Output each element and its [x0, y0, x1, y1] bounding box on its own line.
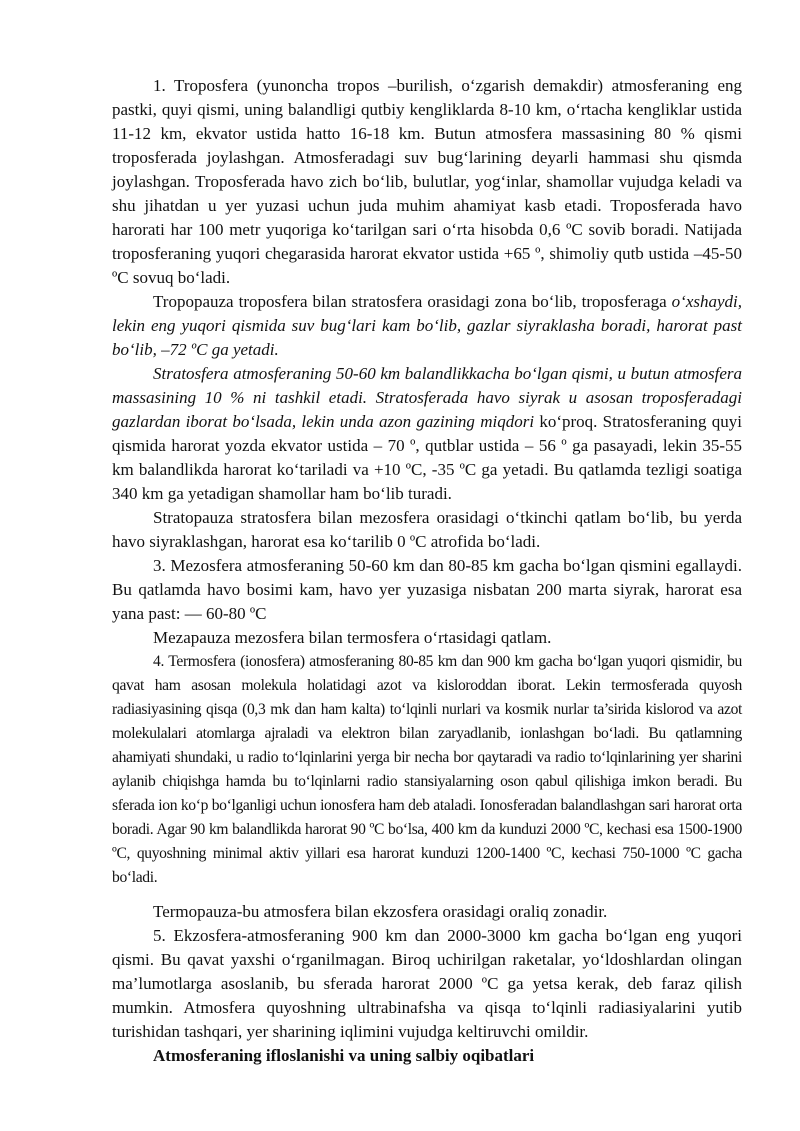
stratosphere-italic-text: Stratosfera atmosferaning 50-60 km balandlikkacha bo‘lgan qismi, u butun atmosfera massasining 10 % ni tashkil etadi. Stratosferada havo siyrak u asosan troposferadagi gazlardan iborat bo‘lsada, lekin unda azon gazining miqdori — [112, 364, 742, 431]
paragraph-mesopause: Mezapauza mezosfera bilan termosfera o‘rtasidagi qatlam. — [153, 628, 552, 647]
paragraph-tropopause — [112, 290, 742, 362]
paragraph-exosphere: 5. Ekzosfera-atmosferaning 900 km dan 2000-3000 km gacha bo‘lgan eng yuqori qismi. Bu qavat yaxshi o‘rganilmagan. Biroq uchirilgan raketalar, yo‘ldoshlardan olingan ma’lumotlarga asoslanib, bu sferada harorat 2000 ºC ga yetsa kerak, deb faraz qilish mumkin. Atmosfera quyoshning ultrabinafsha va qisqa to‘lqinli radiasiyalarini yutib turishidan tashqari, yer sharining iqlimini vujudga keltiruvchi omildir. — [112, 926, 742, 1041]
paragraph-stratosphere — [112, 362, 742, 506]
paragraph-mesosphere: 3. Mezosfera atmosferaning 50-60 km dan 80-85 km gacha bo‘lgan qismini egallaydi. Bu qatlamda havo bosimi kam, havo yer yuzasiga nisbatan 200 marta siyrak, harorat esa yana past: — 60-80 ºC — [112, 556, 742, 623]
section-heading: Atmosferaning ifloslanishi va uning salbiy oqibatlari — [153, 1046, 535, 1065]
paragraph-thermopause: Termopauza-bu atmosfera bilan ekzosfera orasidagi oraliq zonadir. — [153, 902, 608, 921]
tropopause-text: Tropopauza troposfera bilan stratosfera orasidagi zona bo‘lib, troposferaga — [153, 292, 672, 311]
paragraph-troposphere: 1. Troposfera (yunoncha tropos –burilish, o‘zgarish demakdir) atmosferaning eng pastki, quyi qismi, uning balandligi qutbiy kengliklarda 8-10 km, o‘rtacha kengliklar ustida 11-12 km, ekvator ustida hatto 16-18 km. Butun atmosfera massasining 80 % qismi troposferada joylashgan. Atmosferadagi suv bug‘larining deyarli hammasi shu qismda joylashgan. Troposferada havo zich bo‘lib, bulutlar, yog‘inlar, shamollar vujudga keladi va shu jihatdan u yer yuzasi uchun juda muhim ahamiyat kasb etadi. Troposferada havo harorati har 100 metr yuqoriga ko‘tarilgan sari o‘rta hisobda 0,6 ºC sovib boradi. Natijada troposferaning yuqori chegarasida harorat ekvator ustida +65 º, shimoliy qutb ustida –45-50 ºC sovuq bo‘ladi. — [112, 76, 742, 287]
paragraph-stratopause: Stratopauza stratosfera bilan mezosfera orasidagi o‘tkinchi qatlam bo‘lib, bu yerda havo siyraklashgan, harorat esa ko‘tarilib 0 ºC atrofida bo‘ladi. — [112, 508, 742, 551]
paragraph-thermosphere: 4. Termosfera (ionosfera) atmosferaning 80-85 km dan 900 km gacha bo‘lgan yuqori qismidir, bu qavat ham asosan molekula holatidagi azot va kisloroddan iborat. Lekin termosferada quyosh radiasiyasining qisqa (0,3 mk dan ham kalta) to‘lqinli nurlari va kosmik nurlar ta’sirida kislorod va azot molekulalari atomlarga ajraladi va elektron bilan zaryadlanib, ionlashgan bo‘ladi. Bu qatlamning ahamiyati shundaki, u radio to‘lqinlarini yerga bir necha bor qaytaradi va radio to‘lqinlarining yer sharini aylanib chiqishga hamda bu to‘lqinlarni radio stansiyalarning oson qabul qilishiga imkon beradi. Bu sferada ion ko‘p bo‘lganligi uchun ionosfera ham deb ataladi. Ionosferadan balandlashgan sari harorat orta boradi. Agar 90 km balandlikda harorat 90 ºC bo‘lsa, 400 km da kunduzi 2000 ºC, kechasi esa 1500-1900 ºC, quyoshning minimal aktiv yillari esa harorat kunduzi 1200-1400 ºC, kechasi 750-1000 ºC gacha bo‘ladi. — [112, 653, 742, 886]
tropopause-italic-text: o‘xshaydi, lekin eng yuqori qismida suv bug‘lari kam bo‘lib, gazlar siyraklasha boradi, harorat past bo‘lib, –72 ºC ga yetadi. — [112, 292, 742, 359]
stratosphere-text: ko‘proq. Stratosferaning quyi qismida harorat yozda ekvator ustida – 70 º, qutblar ustida – 56 º ga pasayadi, lekin 35-55 km balandlikda harorat ko‘tariladi va +10 ºC, -35 ºC ga yetadi. Bu qatlamda tezligi soatiga 340 km ga yetadigan shamollar ham bo‘lib turadi. — [112, 412, 742, 503]
